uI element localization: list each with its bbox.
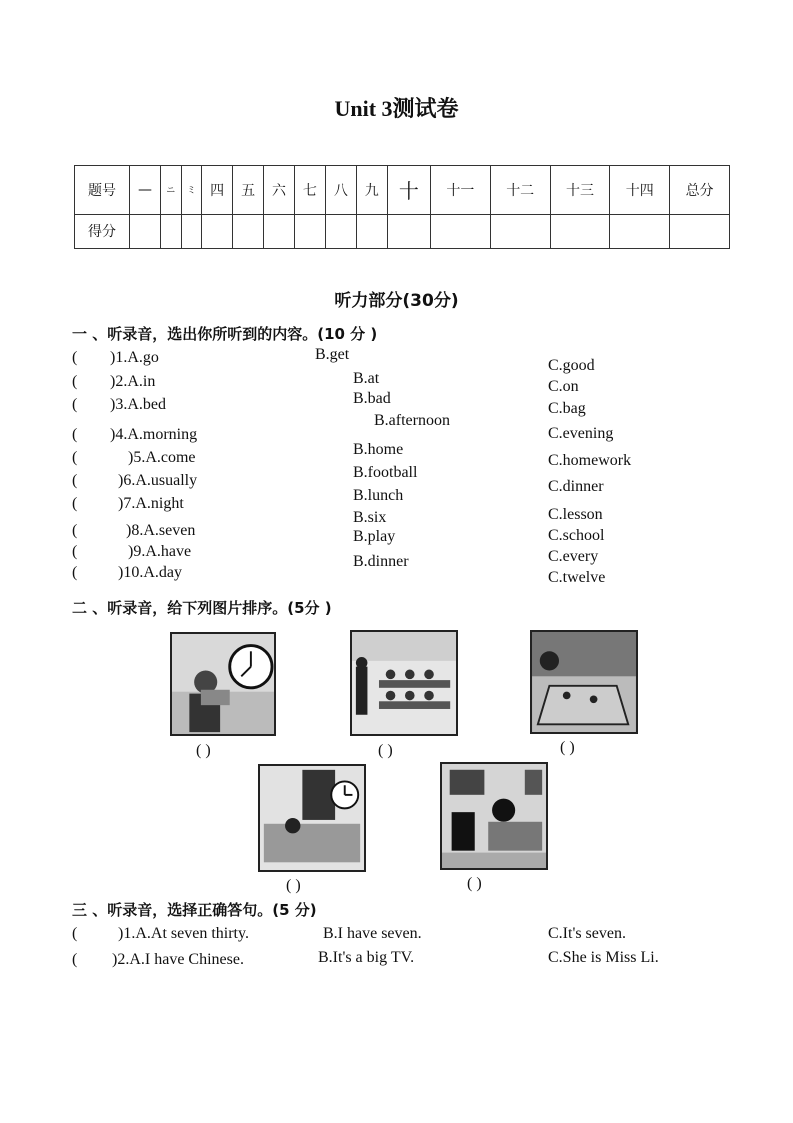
section3-heading: 三 、听录音，选择正确答句。(5 分) [72, 901, 317, 919]
section1-heading: 一 、听录音，选出你所听到的内容。(10 分 ) [72, 325, 378, 343]
table-cell: 十一 [431, 166, 491, 215]
score-table-header-row [75, 166, 730, 215]
answer-paren[interactable]: ( [72, 522, 78, 539]
table-cell: 七 [294, 166, 325, 215]
table-cell: 十三 [550, 166, 610, 215]
answer-paren[interactable]: ( [72, 373, 78, 390]
table-cell: 九 [356, 166, 387, 215]
score-cell[interactable] [550, 214, 610, 248]
option-b: B.I have seven. [323, 925, 422, 942]
table-cell: ミ [181, 166, 202, 215]
table-cell: 八 [325, 166, 356, 215]
option-c: C.school [548, 527, 605, 544]
answer-paren[interactable]: ( [72, 925, 78, 942]
s3-question-2: )2.A.I have Chinese. [112, 951, 244, 968]
option-b: B.bad [353, 390, 391, 407]
picture-bedroom-sleeping [258, 764, 366, 872]
table-cell: 五 [233, 166, 264, 215]
option-c: C.twelve [548, 569, 606, 586]
option-b: B.six [353, 509, 387, 526]
option-c: C.on [548, 378, 579, 395]
score-cell[interactable] [610, 214, 670, 248]
option-c: C.evening [548, 425, 614, 442]
score-cell[interactable] [202, 214, 233, 248]
question-1: )1.A.go [110, 349, 159, 366]
table-cell: 总分 [670, 166, 730, 215]
order-blank[interactable]: ( ) [560, 739, 575, 756]
question-3: )3.A.bed [110, 396, 166, 413]
table-cell: 得分 [75, 214, 130, 248]
picture-clock-boy [170, 632, 276, 736]
score-cell[interactable] [181, 214, 202, 248]
option-c: C.every [548, 548, 599, 565]
answer-paren[interactable]: ( [72, 449, 78, 466]
table-cell: 题号 [75, 166, 130, 215]
s3-question-1: )1.A.At seven thirty. [118, 925, 249, 942]
order-blank[interactable]: ( ) [467, 875, 482, 892]
question-7: )7.A.night [118, 495, 184, 512]
answer-paren[interactable]: ( [72, 564, 78, 581]
picture-classroom [350, 630, 458, 736]
option-b: B.lunch [353, 487, 404, 504]
table-cell: 四 [202, 166, 233, 215]
page-title: Unit 3测试卷 [334, 96, 459, 121]
question-2: )2.A.in [110, 373, 156, 390]
option-c: C.dinner [548, 478, 604, 495]
option-b: B.play [353, 528, 396, 545]
option-c: C.bag [548, 400, 586, 417]
table-cell: 六 [264, 166, 295, 215]
option-c: C.good [548, 357, 595, 374]
answer-paren[interactable]: ( [72, 396, 78, 413]
score-cell[interactable] [431, 214, 491, 248]
option-c: C.homework [548, 452, 632, 469]
score-cell[interactable] [160, 214, 181, 248]
question-6: )6.A.usually [118, 472, 198, 489]
table-cell: ニ [160, 166, 181, 215]
option-b: B.It's a big TV. [318, 949, 415, 966]
table-cell: — [130, 166, 161, 215]
answer-paren[interactable]: ( [72, 349, 78, 366]
question-9: )9.A.have [128, 543, 192, 560]
listening-header: 听力部分(30分) [334, 291, 459, 311]
answer-paren[interactable]: ( [72, 543, 78, 560]
score-cell[interactable] [490, 214, 550, 248]
question-10: )10.A.day [118, 564, 182, 581]
score-cell[interactable] [356, 214, 387, 248]
question-5: )5.A.come [128, 449, 196, 466]
option-b: B.dinner [353, 553, 409, 570]
section2-heading: 二 、听录音，给下列图片排序。(5分 ) [72, 599, 332, 617]
score-cell[interactable] [233, 214, 264, 248]
score-cell[interactable] [670, 214, 730, 248]
option-c: C.It's seven. [548, 925, 626, 942]
order-blank[interactable]: ( ) [378, 742, 393, 759]
table-cell: 十二 [490, 166, 550, 215]
answer-paren[interactable]: ( [72, 951, 78, 968]
answer-paren[interactable]: ( [72, 426, 78, 443]
option-b: B.get [315, 346, 350, 363]
score-cell[interactable] [387, 214, 430, 248]
score-table-score-row [75, 214, 730, 248]
table-cell: 十四 [610, 166, 670, 215]
order-blank[interactable]: ( ) [286, 877, 301, 894]
score-cell[interactable] [264, 214, 295, 248]
option-b: B.home [353, 441, 404, 458]
option-c: C.lesson [548, 506, 603, 523]
option-b: B.at [353, 370, 380, 387]
score-cell[interactable] [294, 214, 325, 248]
score-cell[interactable] [130, 214, 161, 248]
order-blank[interactable]: ( ) [196, 742, 211, 759]
picture-living-room [440, 762, 548, 870]
answer-paren[interactable]: ( [72, 495, 78, 512]
score-table [74, 165, 730, 249]
question-4: )4.A.morning [110, 426, 198, 443]
answer-paren[interactable]: ( [72, 472, 78, 489]
option-b: B.football [353, 464, 418, 481]
table-cell: 十 [387, 166, 430, 215]
question-8: )8.A.seven [126, 522, 196, 539]
option-b: B.afternoon [374, 412, 450, 429]
picture-playground [530, 630, 638, 734]
score-cell[interactable] [325, 214, 356, 248]
option-c: C.She is Miss Li. [548, 949, 659, 966]
